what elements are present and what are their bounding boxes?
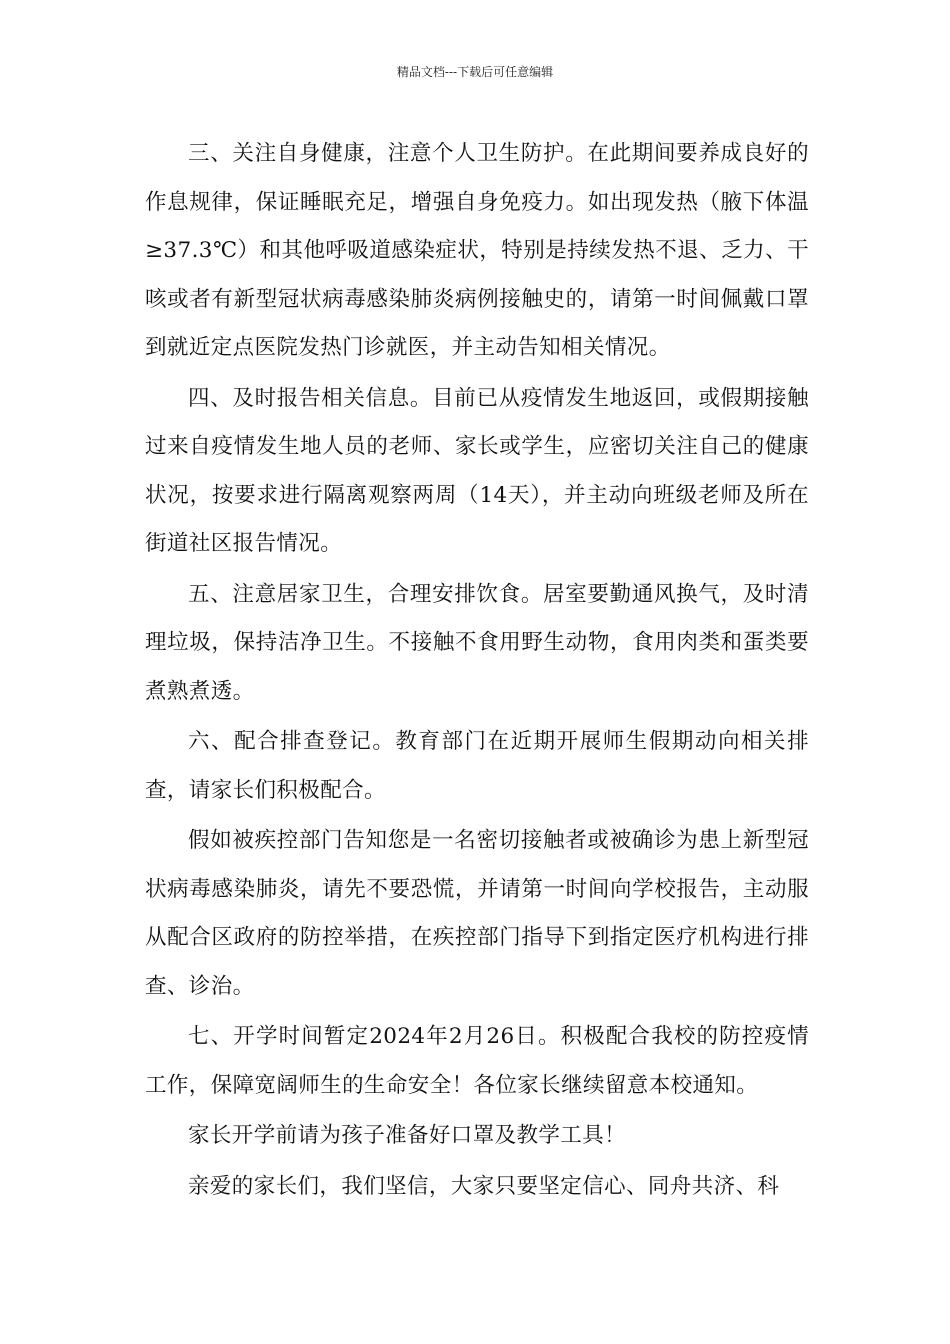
paragraph-home-hygiene: 五、注意居家卫生，合理安排饮食。居室要勤通风换气，及时清理垃圾，保持洁净卫生。不接触不食用野生动物，食用肉类和蛋类要煮熟煮透。 xyxy=(145,581,809,704)
paragraph-school-start: 七、开学时间暂定2024年2月26日。积极配合我校的防控疫情工作，保障宽阔师生的生命安全！各位家长继续留意本校通知。 xyxy=(145,1024,809,1098)
paragraph-close-contact: 假如被疾控部门告知您是一名密切接触者或被确诊为患上新型冠状病毒感染肺炎，请先不要恐慌，并请第一时间向学校报告，主动服从配合区政府的防控举措，在疾控部门指导下到指定医疗机构进行排查、诊治。 xyxy=(145,828,809,999)
paragraph-prepare-masks: 家长开学前请为孩子准备好口罩及教学工具！ xyxy=(188,1123,627,1148)
paragraph-report-information: 四、及时报告相关信息。目前已从疫情发生地返回，或假期接触过来自疫情发生地人员的老师、家长或学生，应密切关注自己的健康状况，按要求进行隔离观察两周（14天），并主动向班级老师及所在街道社区报告情况。 xyxy=(145,385,809,556)
document-body xyxy=(145,130,809,1211)
paragraph-closing: 亲爱的家长们，我们坚信，大家只要坚定信心、同舟共济、科 xyxy=(188,1173,780,1199)
paragraph-cooperate-screening: 六、配合排查登记。教育部门在近期开展师生假期动向相关排查，请家长们积极配合。 xyxy=(145,729,809,803)
page-header: 精品文档---下载后可任意编辑 xyxy=(396,65,554,79)
paragraph-health-protection: 三、关注自身健康，注意个人卫生防护。在此期间要养成良好的作息规律，保证睡眠充足，增强自身免疫力。如出现发热（腋下体温≥37.3℃）和其他呼吸道感染症状，特别是持续发热不退、乏力、干咳或者有新型冠状病毒感染肺炎病例接触史的，请第一时间佩戴口罩到就近定点医院发热门诊就医，并主动告知相关情况。 xyxy=(145,141,809,360)
